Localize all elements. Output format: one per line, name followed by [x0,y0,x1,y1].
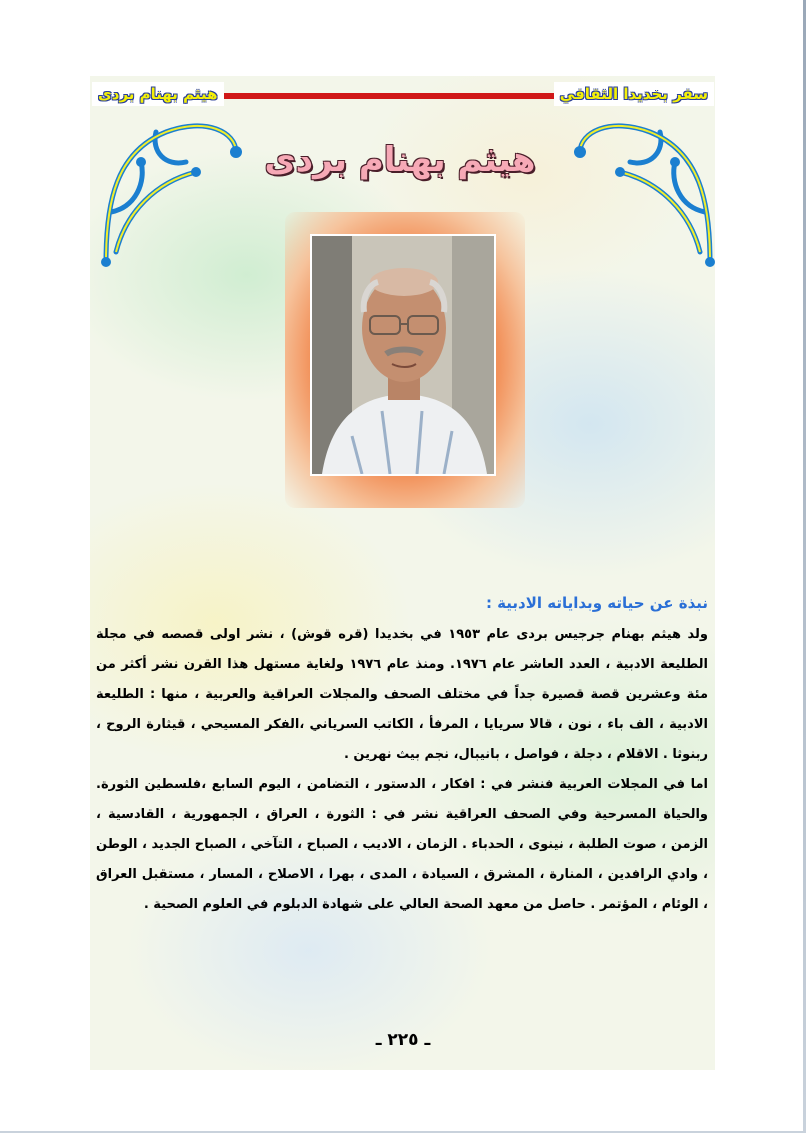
biography-paragraph: اما في المجلات العربية فنشر في : افكار ، الدستور ، التضامن ، اليوم السابع ،فلسطين الثورة. والحياة المسرحية وفي الصحف العراقية نشر في : الثورة ، العراق ، الجمهورية ، القادسية ، الزمن ، صوت الطلبة ، نينوى ، الحدباء . الزمان ، الاديب ، الصباح ، التآخي ، الصباح الجديد ، الوطن ، وادي الرافدين ، المنارة ، المشرق ، السيادة ، المدى ، بهرا ، الاصلاح ، المسار ، مستقبل العراق ، الوئام ، المؤتمر . حاصل من معهد الصحة العالي على شهادة الدبلوم في العلوم الصحية . [96,777,708,912]
biography-text [96,588,708,920]
header-author-name: هيثم بهنام بردى [92,82,224,106]
author-portrait [310,234,496,476]
corner-ornament-right-icon [570,112,720,272]
portrait-illustration [312,236,494,474]
corner-ornament-left-icon [96,112,246,272]
section-heading: نبذة عن حياته وبداياته الادبية : [485,594,708,612]
page-title: هيثم بهنام بردى [264,140,536,180]
page-number: ـ ٢٢٥ ـ [375,1030,431,1050]
biography-paragraph: ولد هيثم بهنام جرجيس بردى عام ١٩٥٣ في بخديدا (قره قوش) ، نشر اولى قصصه في مجلة الطليعة الادبية ، العدد العاشر عام ١٩٧٦. ومنذ عام ١٩٧٦ ولغاية مستهل هذا القرن نشر أكثر من مئة وعشرين قصة قصيرة جداً في مختلف الصحف والمجلات العراقية والعربية ، منها : الطليعة الادبية ، الف باء ، نون ، قالا سريايا ، المرفأ ، الكاتب السرياني ،الفكر المسيحي ، قيثارة الروح ، ربنوثا . الاقلام ، دجلة ، فواصل ، بانيبال، نجم بيث نهرين . [96,627,709,762]
header-book-title: سفر بخديدا الثقافي [554,82,714,106]
